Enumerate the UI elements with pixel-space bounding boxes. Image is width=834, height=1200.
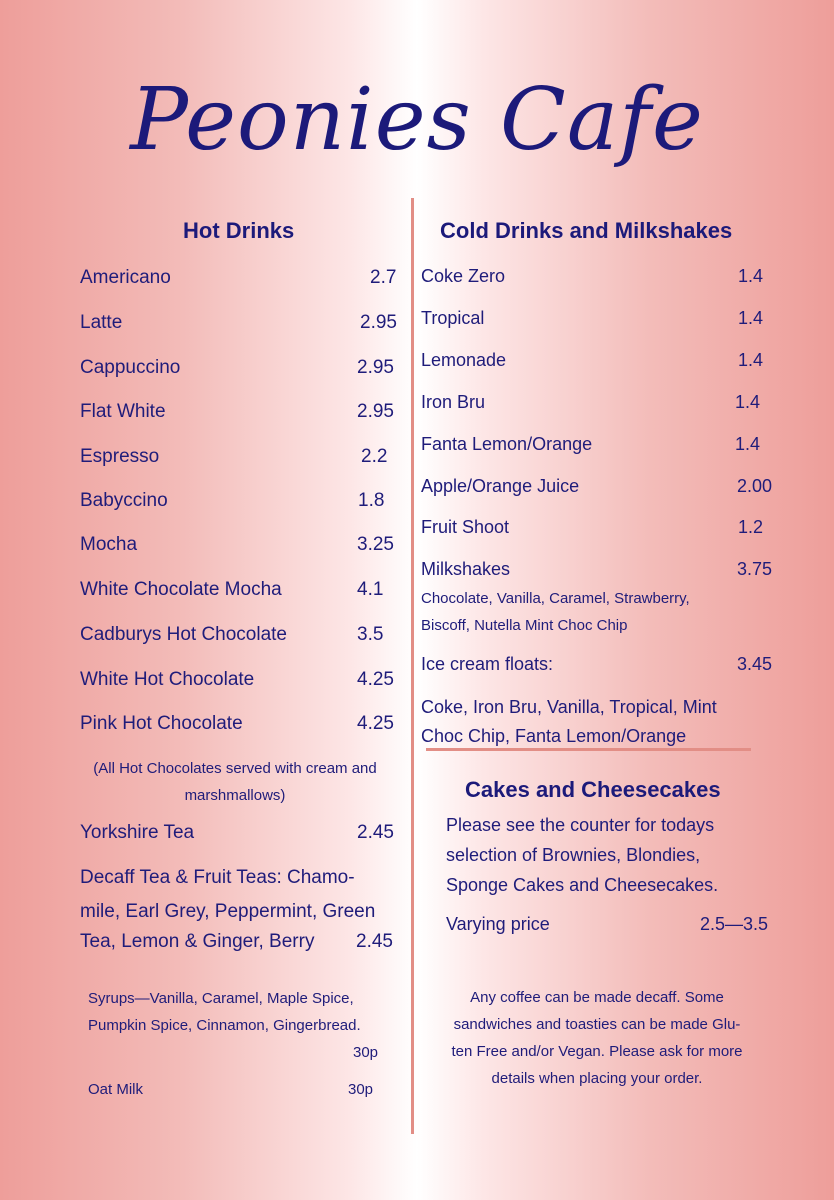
milkshake-flavours-line: Biscoff, Nutella Mint Choc Chip — [421, 617, 628, 634]
menu-item-name: Yorkshire Tea — [80, 822, 195, 843]
menu-item-name: Iron Bru — [421, 392, 486, 412]
milkshakes-price: 3.75 — [737, 559, 773, 579]
floats-price: 3.45 — [737, 654, 773, 674]
menu-item-price: 2.2 — [361, 446, 388, 467]
menu-item-price: 2.7 — [370, 267, 397, 288]
menu-item-name: Tropical — [421, 308, 485, 328]
decaff-tea-line: Tea, Lemon & Ginger, Berry — [80, 931, 315, 952]
decaff-dietary-note — [432, 984, 762, 1092]
hot-chocolate-note-line: marshmallows) — [184, 787, 286, 804]
varying-price-label: Varying price — [446, 914, 550, 934]
menu-item-name: Espresso — [80, 446, 160, 467]
menu-item-name: Fruit Shoot — [421, 517, 510, 537]
floats-flavours-line: Coke, Iron Bru, Vanilla, Tropical, Mint — [421, 697, 717, 717]
menu-item-name: Coke Zero — [421, 266, 506, 286]
menu-item-price: 4.25 — [357, 669, 394, 690]
menu-item-price: 1.4 — [735, 434, 761, 454]
menu-item-price: 1.4 — [738, 308, 764, 328]
menu-item-price: 4.1 — [357, 579, 384, 600]
menu-item-name: Lemonade — [421, 350, 507, 370]
hot-chocolate-note — [80, 755, 390, 809]
section-divider — [426, 748, 751, 751]
menu-item-price: 3.5 — [357, 624, 384, 645]
menu-item-price: 1.2 — [738, 517, 764, 537]
menu-item-price: 1.4 — [738, 350, 764, 370]
menu-item-name: Mocha — [80, 534, 138, 555]
cakes-description-line: selection of Brownies, Blondies, — [446, 845, 701, 865]
menu-item-price: 2.00 — [737, 476, 773, 496]
menu-item-name: Babyccino — [80, 490, 168, 511]
milkshakes-name: Milkshakes — [421, 559, 511, 579]
cakes-description-line: Sponge Cakes and Cheesecakes. — [446, 875, 719, 895]
menu-item-name: Apple/Orange Juice — [421, 476, 580, 496]
cafe-title: Peonies Cafe — [130, 70, 704, 170]
cakes-heading: Cakes and Cheesecakes — [465, 777, 721, 802]
hot-chocolate-note-line: (All Hot Chocolates served with cream and — [93, 760, 377, 777]
menu-item-name: Flat White — [80, 401, 166, 422]
menu-item-price: 1.8 — [358, 490, 385, 511]
menu-item-price: 2.95 — [360, 312, 397, 333]
footer-note-line: sandwiches and toasties can be made Glu- — [453, 1016, 741, 1033]
column-divider — [411, 198, 414, 1134]
syrups-line: Syrups—Vanilla, Caramel, Maple Spice, — [88, 990, 354, 1007]
floats-name: Ice cream floats: — [421, 654, 554, 674]
menu-item-price: 2.45 — [357, 822, 394, 843]
cakes-description-line: Please see the counter for todays — [446, 815, 715, 835]
decaff-tea-line: mile, Earl Grey, Peppermint, Green — [80, 901, 376, 922]
menu-item-name: Pink Hot Chocolate — [80, 713, 243, 734]
syrups-line: Pumpkin Spice, Cinnamon, Gingerbread. — [88, 1017, 361, 1034]
menu-item-name: Fanta Lemon/Orange — [421, 434, 593, 454]
syrups-price: 30p — [353, 1044, 379, 1061]
menu-item-name: Cappuccino — [80, 357, 181, 378]
footer-note-line: Any coffee can be made decaff. Some — [470, 989, 724, 1006]
menu-item-price: 1.4 — [735, 392, 761, 412]
decaff-tea-line: Decaff Tea & Fruit Teas: Chamo- — [80, 867, 355, 888]
menu-item-price: 1.4 — [738, 266, 764, 286]
oat-milk-price: 30p — [348, 1081, 374, 1098]
menu-item-name: White Hot Chocolate — [80, 669, 255, 690]
menu-item-price: 2.95 — [357, 401, 394, 422]
footer-note-line: details when placing your order. — [491, 1070, 703, 1087]
footer-note-line: ten Free and/or Vegan. Please ask for more — [451, 1043, 743, 1060]
cakes-description — [446, 810, 718, 900]
floats-flavours-line: Choc Chip, Fanta Lemon/Orange — [421, 726, 687, 746]
menu-item-name: Americano — [80, 267, 171, 288]
milkshake-flavours-line: Chocolate, Vanilla, Caramel, Strawberry, — [421, 590, 690, 607]
decaff-tea-price: 2.45 — [356, 931, 393, 952]
menu-item-name: Cadburys Hot Chocolate — [80, 624, 287, 645]
hot-drinks-heading: Hot Drinks — [183, 218, 295, 243]
menu-item-name: Latte — [80, 312, 123, 333]
cold-drinks-heading: Cold Drinks and Milkshakes — [440, 218, 733, 243]
menu-item-price: 4.25 — [357, 713, 394, 734]
menu-item-price: 3.25 — [357, 534, 394, 555]
menu-item-price: 2.95 — [357, 357, 394, 378]
varying-price-value: 2.5—3.5 — [700, 914, 769, 934]
menu-item-name: White Chocolate Mocha — [80, 579, 282, 600]
oat-milk-name: Oat Milk — [88, 1081, 144, 1098]
